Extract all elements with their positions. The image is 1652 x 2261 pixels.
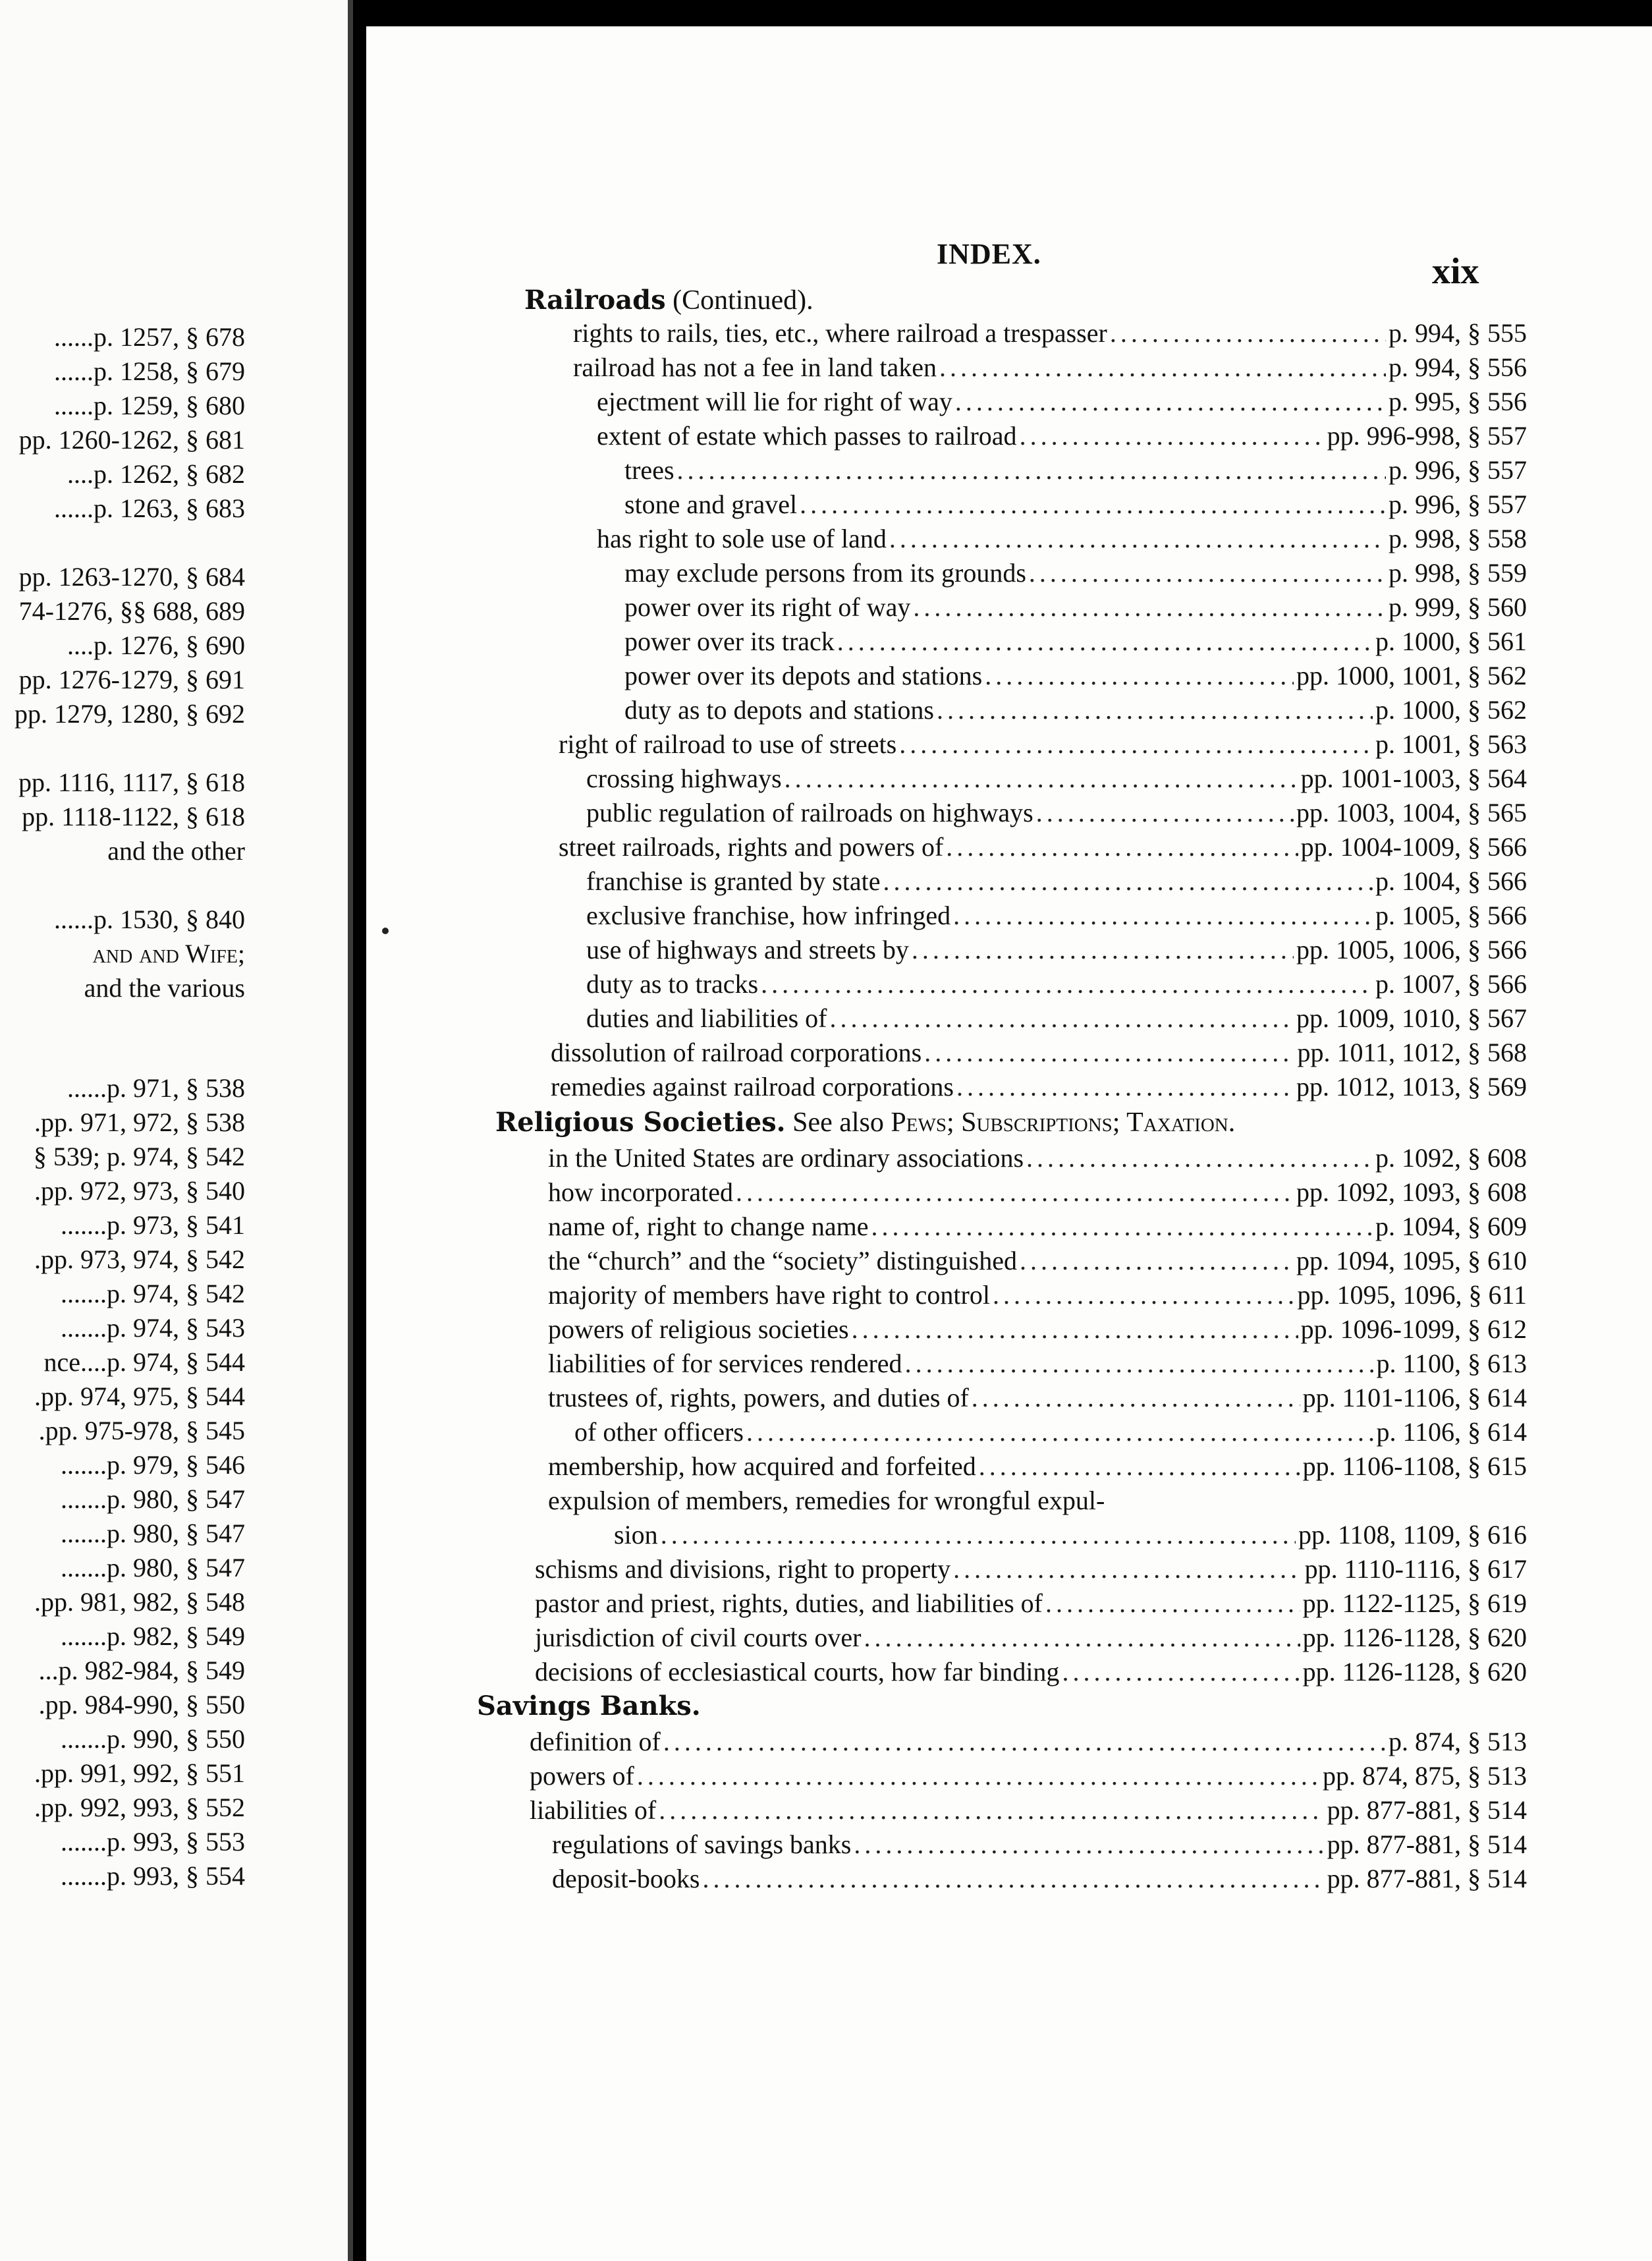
index-entry: [597, 523, 1527, 555]
entry-reference: pp. 1009, 1010, § 567: [1296, 1003, 1527, 1033]
index-entry: [551, 1071, 1527, 1103]
index-entry: [552, 1829, 1527, 1860]
entry-term: power over its right of way: [624, 592, 911, 622]
leader-dots: [736, 1177, 1294, 1208]
leader-dots: [883, 866, 1373, 897]
entry-term: duty as to tracks: [586, 969, 759, 999]
left-line: .pp. 972, 973, § 540: [34, 1176, 245, 1206]
heading-term: Railroads: [524, 285, 666, 316]
index-entry: [586, 763, 1527, 795]
left-line: pp. 1279, 1280, § 692: [14, 699, 245, 729]
entry-term: trustees of, rights, powers, and duties of: [548, 1383, 969, 1412]
entry-term: railroad has not a fee in land taken: [573, 352, 937, 382]
entry-reference: pp. 996-998, § 557: [1327, 421, 1527, 451]
left-line: ......p. 1263, § 683: [54, 493, 245, 523]
running-head: INDEX.: [937, 238, 1041, 270]
index-entry: [548, 1382, 1527, 1414]
see-also-prefix: See also: [792, 1107, 884, 1138]
leader-dots: [1020, 1245, 1294, 1277]
leader-dots: [993, 1279, 1295, 1311]
left-line: ......p. 971, § 538: [67, 1073, 245, 1103]
entry-reference: p. 874, § 513: [1389, 1727, 1527, 1756]
entry-reference: p. 1100, § 613: [1376, 1349, 1527, 1378]
index-entry: [573, 318, 1527, 349]
index-entry: [586, 1003, 1527, 1034]
left-line: .pp. 991, 992, § 551: [34, 1758, 245, 1788]
entry-term: may exclude persons from its grounds: [624, 558, 1026, 588]
page-gutter: [348, 0, 353, 2261]
left-line: and the various: [84, 973, 245, 1003]
entry-term: rights to rails, ties, etc., where railroad a trespasser: [573, 318, 1107, 348]
left-line: pp. 1276-1279, § 691: [18, 665, 245, 694]
left-line: and the other: [107, 836, 245, 866]
entry-reference: pp. 1001-1003, § 564: [1300, 764, 1527, 793]
leader-dots: [955, 386, 1386, 418]
leader-dots: [953, 1553, 1302, 1585]
left-line: .......p. 979, § 546: [61, 1450, 245, 1480]
entry-term: right of railroad to use of streets: [559, 729, 897, 759]
index-entry: [586, 797, 1527, 829]
left-page: [0, 0, 348, 2261]
entry-reference: pp. 1004-1009, § 566: [1300, 832, 1527, 862]
entry-term: jurisdiction of civil courts over: [535, 1623, 862, 1652]
entry-reference: pp. 874, 875, § 513: [1323, 1761, 1527, 1791]
index-entry: [530, 1726, 1527, 1758]
leader-dots: [972, 1382, 1300, 1414]
section-heading-savings-banks: [477, 1690, 701, 1722]
leader-dots: [1020, 420, 1325, 452]
left-line: ...p. 982-984, § 549: [38, 1656, 245, 1685]
leader-dots: [899, 729, 1373, 760]
entry-reference: p. 1092, § 608: [1375, 1143, 1527, 1173]
left-line: ....p. 1276, § 690: [67, 630, 245, 660]
left-line: .......p. 980, § 547: [61, 1519, 245, 1548]
entry-term: crossing highways: [586, 764, 782, 793]
left-line: pp. 1118-1122, § 618: [22, 802, 245, 831]
index-entry: [586, 900, 1527, 932]
index-entry: [548, 1451, 1527, 1482]
left-line: .pp. 984-990, § 550: [38, 1690, 245, 1719]
entry-reference: p. 995, § 556: [1389, 387, 1527, 416]
left-line: .......p. 982, § 549: [61, 1621, 245, 1651]
leader-dots: [837, 626, 1373, 657]
entry-term: street railroads, rights and powers of: [559, 832, 944, 862]
leader-dots: [761, 968, 1373, 1000]
leader-dots: [661, 1519, 1296, 1551]
entry-reference: pp. 1012, 1013, § 569: [1296, 1072, 1527, 1102]
entry-reference: pp. 1005, 1006, § 566: [1296, 935, 1527, 964]
entry-reference: p. 999, § 560: [1389, 592, 1527, 622]
left-line: ......p. 1258, § 679: [54, 356, 245, 386]
entry-reference: p. 1007, § 566: [1375, 969, 1527, 999]
left-line: ......p. 1257, § 678: [54, 322, 245, 352]
index-entry: [530, 1760, 1527, 1792]
entry-term: liabilities of: [530, 1795, 657, 1825]
entry-term: pastor and priest, rights, duties, and liabilities of: [535, 1588, 1043, 1618]
index-entry: [614, 1519, 1527, 1551]
leader-dots: [905, 1348, 1374, 1380]
section-heading-railroads: [524, 285, 813, 316]
entry-reference: p. 1094, § 609: [1375, 1212, 1527, 1241]
entry-reference: p. 998, § 559: [1389, 558, 1527, 588]
entry-reference: pp. 877-881, § 514: [1327, 1829, 1527, 1859]
leader-dots: [1029, 557, 1386, 589]
leader-dots: [702, 1863, 1324, 1895]
index-entry: [586, 934, 1527, 966]
leader-dots: [924, 1037, 1294, 1069]
index-entry: [624, 592, 1527, 623]
index-entry: [624, 694, 1527, 726]
leader-dots: [889, 523, 1386, 555]
leader-dots: [746, 1416, 1374, 1448]
leader-dots: [1110, 318, 1386, 349]
leader-dots: [939, 352, 1386, 383]
left-line: 74-1276, §§ 688, 689: [18, 596, 245, 626]
leader-dots: [956, 1071, 1294, 1103]
entry-term: public regulation of railroads on highways: [586, 798, 1033, 827]
entry-reference: p. 996, § 557: [1389, 455, 1527, 485]
leader-dots: [912, 934, 1294, 966]
leader-dots: [854, 1829, 1324, 1860]
leader-dots: [800, 489, 1386, 520]
left-line: .pp. 975-978, § 545: [38, 1416, 245, 1445]
entry-term: exclusive franchise, how infringed: [586, 901, 951, 930]
index-entry: [551, 1037, 1527, 1069]
left-line: .......p. 990, § 550: [61, 1724, 245, 1754]
entry-reference: pp. 1096-1099, § 612: [1300, 1314, 1527, 1344]
entry-term: stone and gravel: [624, 489, 798, 519]
stray-mark: [382, 928, 389, 934]
entry-term: definition of: [530, 1727, 661, 1756]
leader-dots: [953, 900, 1373, 932]
entry-reference: p. 1001, § 563: [1375, 729, 1527, 759]
right-page: [366, 26, 1652, 2261]
entry-reference: pp. 877-881, § 514: [1327, 1795, 1527, 1825]
index-entry: [535, 1656, 1527, 1688]
entry-reference: pp. 1106-1108, § 615: [1302, 1451, 1527, 1481]
entry-term: sion: [614, 1520, 658, 1549]
entry-term-wrapped: expulsion of members, remedies for wrongful expul-: [548, 1486, 1105, 1515]
left-line: nce....p. 974, § 544: [43, 1347, 245, 1377]
entry-term: power over its track: [624, 627, 835, 656]
leader-dots: [864, 1622, 1300, 1654]
left-line: .......p. 973, § 541: [61, 1210, 245, 1240]
entry-term: name of, right to change name: [548, 1212, 869, 1241]
leader-dots: [985, 660, 1294, 692]
entry-term: duty as to depots and stations: [624, 695, 934, 725]
index-entry: [624, 455, 1527, 486]
left-line: .pp. 971, 972, § 538: [34, 1107, 245, 1137]
heading-continued: (Continued).: [673, 285, 813, 316]
left-line: pp. 1260-1262, § 681: [18, 425, 245, 455]
index-entry: [535, 1588, 1527, 1619]
entry-reference: pp. 1011, 1012, § 568: [1297, 1038, 1527, 1067]
left-line: .pp. 974, 975, § 544: [34, 1382, 245, 1411]
page-number: xix: [1432, 251, 1479, 292]
left-line: .......p. 974, § 543: [61, 1313, 245, 1343]
entry-term: powers of: [530, 1761, 634, 1791]
leader-dots: [785, 763, 1298, 795]
entry-term: deposit-books: [552, 1864, 700, 1893]
leader-dots: [1062, 1656, 1300, 1688]
entry-reference: p. 994, § 556: [1389, 352, 1527, 382]
leader-dots: [659, 1795, 1324, 1826]
entry-term: franchise is granted by state: [586, 866, 881, 896]
entry-reference: p. 996, § 557: [1389, 489, 1527, 519]
index-entry: [552, 1863, 1527, 1895]
index-entry: [573, 352, 1527, 383]
left-line: .pp. 973, 974, § 542: [34, 1244, 245, 1274]
index-entry: [586, 968, 1527, 1000]
left-line: .......p. 980, § 547: [61, 1553, 245, 1582]
entry-reference: pp. 1101-1106, § 614: [1302, 1383, 1527, 1412]
index-entry: [559, 729, 1527, 760]
entry-reference: pp. 1094, 1095, § 610: [1296, 1246, 1527, 1275]
entry-term: ejectment will lie for right of way: [597, 387, 952, 416]
left-line: .......p. 980, § 547: [61, 1484, 245, 1514]
left-line: .pp. 992, 993, § 552: [34, 1793, 245, 1822]
entry-reference: p. 1004, § 566: [1375, 866, 1527, 896]
index-entry: [548, 1279, 1527, 1311]
index-entry: [548, 1245, 1527, 1277]
index-entry: [548, 1348, 1527, 1380]
index-entry: [559, 831, 1527, 863]
see-also-references: Pews; Subscriptions; Taxation.: [891, 1107, 1236, 1138]
entry-term: membership, how acquired and forfeited: [548, 1451, 976, 1481]
index-entry: [624, 660, 1527, 692]
entry-reference: pp. 1126-1128, § 620: [1302, 1657, 1527, 1687]
left-line: pp. 1263-1270, § 684: [18, 562, 245, 592]
leader-dots: [871, 1211, 1373, 1242]
entry-reference: p. 994, § 555: [1389, 318, 1527, 348]
left-line: .......p. 974, § 542: [61, 1279, 245, 1308]
index-entry: [624, 626, 1527, 657]
entry-term: decisions of ecclesiastical courts, how far binding: [535, 1657, 1060, 1687]
entry-term: trees: [624, 455, 675, 485]
left-line: § 539; p. 974, § 542: [33, 1142, 245, 1171]
index-entry: [530, 1795, 1527, 1826]
entry-reference: pp. 1122-1125, § 619: [1302, 1588, 1527, 1618]
entry-term: schisms and divisions, right to property: [535, 1554, 951, 1584]
section-heading-religious-societies: [495, 1107, 1235, 1138]
left-line: ....p. 1262, § 682: [67, 459, 245, 489]
entry-reference: p. 998, § 558: [1389, 524, 1527, 553]
heading-term: Religious Societies.: [495, 1107, 786, 1138]
leader-dots: [637, 1760, 1320, 1792]
entry-term: use of highways and streets by: [586, 935, 909, 964]
index-entry: [548, 1211, 1527, 1242]
left-line: .......p. 993, § 553: [61, 1827, 245, 1856]
entry-reference: p. 1005, § 566: [1375, 901, 1527, 930]
index-entry: [624, 489, 1527, 520]
left-line: and and Wife;: [92, 939, 245, 968]
index-entry: [535, 1622, 1527, 1654]
entry-term: has right to sole use of land: [597, 524, 887, 553]
leader-dots: [1036, 797, 1294, 829]
entry-reference: pp. 1110-1116, § 617: [1304, 1554, 1527, 1584]
leader-dots: [830, 1003, 1294, 1034]
index-entry: [574, 1416, 1527, 1448]
leader-dots: [913, 592, 1386, 623]
index-entry: [548, 1142, 1527, 1174]
entry-term: regulations of savings banks: [552, 1829, 852, 1859]
entry-reference: pp. 1000, 1001, § 562: [1296, 661, 1527, 690]
entry-term: remedies against railroad corporations: [551, 1072, 954, 1102]
index-entry: [548, 1314, 1527, 1345]
left-line: ......p. 1530, § 840: [54, 905, 245, 934]
entry-term: how incorporated: [548, 1177, 734, 1207]
entry-term: powers of religious societies: [548, 1314, 849, 1344]
left-line: pp. 1116, 1117, § 618: [18, 768, 245, 797]
entry-term: in the United States are ordinary associations: [548, 1143, 1024, 1173]
leader-dots: [1045, 1588, 1300, 1619]
leader-dots: [677, 455, 1386, 486]
entry-term: extent of estate which passes to railroad: [597, 421, 1017, 451]
entry-reference: p. 1000, § 562: [1375, 695, 1527, 725]
leader-dots: [1026, 1142, 1373, 1174]
index-entry: [586, 866, 1527, 897]
index-entry: [624, 557, 1527, 589]
leader-dots: [852, 1314, 1298, 1345]
entry-term: the “church” and the “society” distinguished: [548, 1246, 1017, 1275]
entry-reference: pp. 1003, 1004, § 565: [1296, 798, 1527, 827]
entry-reference: p. 1000, § 561: [1375, 627, 1527, 656]
leader-dots: [946, 831, 1298, 863]
left-line: .pp. 981, 982, § 548: [34, 1587, 245, 1617]
entry-term: power over its depots and stations: [624, 661, 983, 690]
entry-term: duties and liabilities of: [586, 1003, 827, 1033]
leader-dots: [663, 1726, 1386, 1758]
leader-dots: [937, 694, 1373, 726]
entry-reference: pp. 1095, 1096, § 611: [1297, 1280, 1527, 1310]
entry-reference: pp. 1108, 1109, § 616: [1298, 1520, 1527, 1549]
entry-reference: pp. 1092, 1093, § 608: [1296, 1177, 1527, 1207]
entry-term: liabilities of for services rendered: [548, 1349, 902, 1378]
index-entry: [548, 1177, 1527, 1208]
entry-reference: p. 1106, § 614: [1376, 1417, 1527, 1447]
left-line: .......p. 993, § 554: [61, 1861, 245, 1891]
leader-dots: [979, 1451, 1300, 1482]
entry-reference: pp. 877-881, § 514: [1327, 1864, 1527, 1893]
index-entry: [597, 420, 1527, 452]
entry-term: majority of members have right to control: [548, 1280, 990, 1310]
heading-term: Savings Banks.: [477, 1690, 701, 1721]
left-line: ......p. 1259, § 680: [54, 391, 245, 420]
entry-term: dissolution of railroad corporations: [551, 1038, 922, 1067]
entry-term: of other officers: [574, 1417, 744, 1447]
index-entry: [535, 1553, 1527, 1585]
index-entry: [597, 386, 1527, 418]
entry-reference: pp. 1126-1128, § 620: [1302, 1623, 1527, 1652]
